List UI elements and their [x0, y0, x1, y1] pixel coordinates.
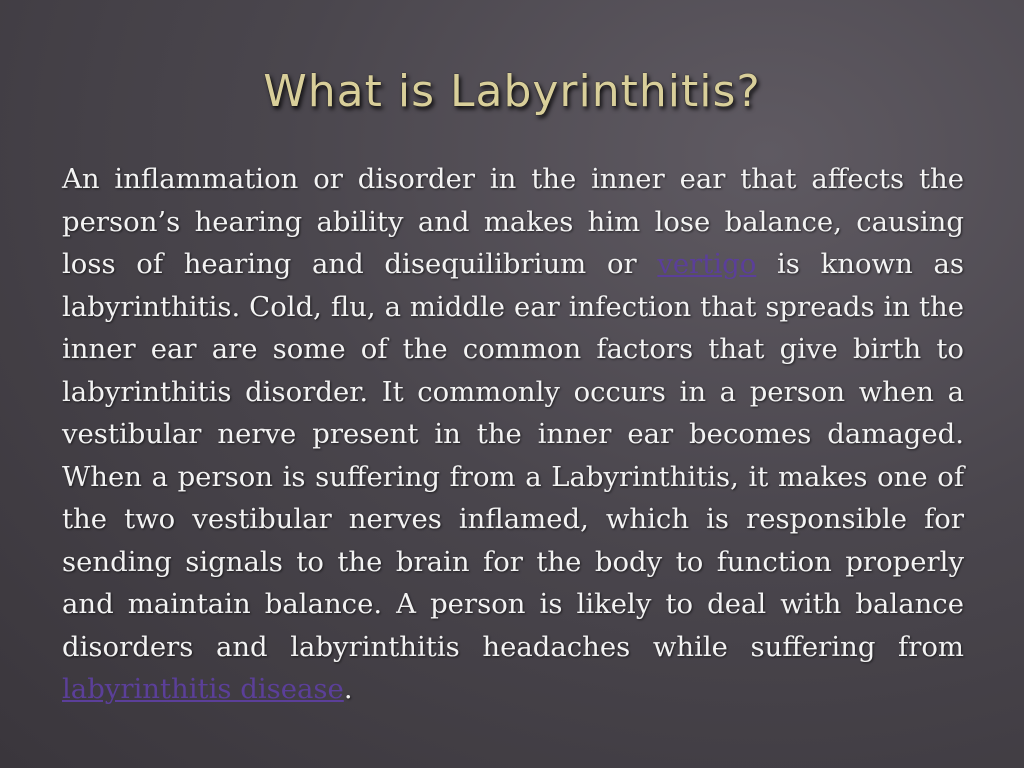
- paragraph-text-segment: is known as labyrinthitis. Cold, flu, a middle ear infection that spreads in the inner ear are some of the common factors that give birth to labyrinthitis disorder. It commonly occurs in a person when a vestibular nerve present in the inner ear becomes damaged. When a person is suffering from a Labyrinthitis, it makes one of the two vestibular nerves inflamed, which is responsible for sending signals to the brain for the body to function properly and maintain balance. A person is likely to deal with balance disorders and labyrinthitis headaches while suffering from: [62, 248, 964, 663]
- slide-title: What is Labyrinthitis?: [263, 66, 761, 117]
- paragraph-text-segment: An inflammation or disorder in the inner ear that affects the person’s hearing ability and makes him lose balance, causing loss of hearing and disequilibrium or: [62, 163, 964, 280]
- labyrinthitis-disease-link[interactable]: labyrinthitis disease: [62, 673, 344, 705]
- slide-body-paragraph: [62, 158, 964, 711]
- paragraph-text-segment: .: [343, 673, 353, 705]
- vertigo-link[interactable]: vertigo: [657, 248, 757, 280]
